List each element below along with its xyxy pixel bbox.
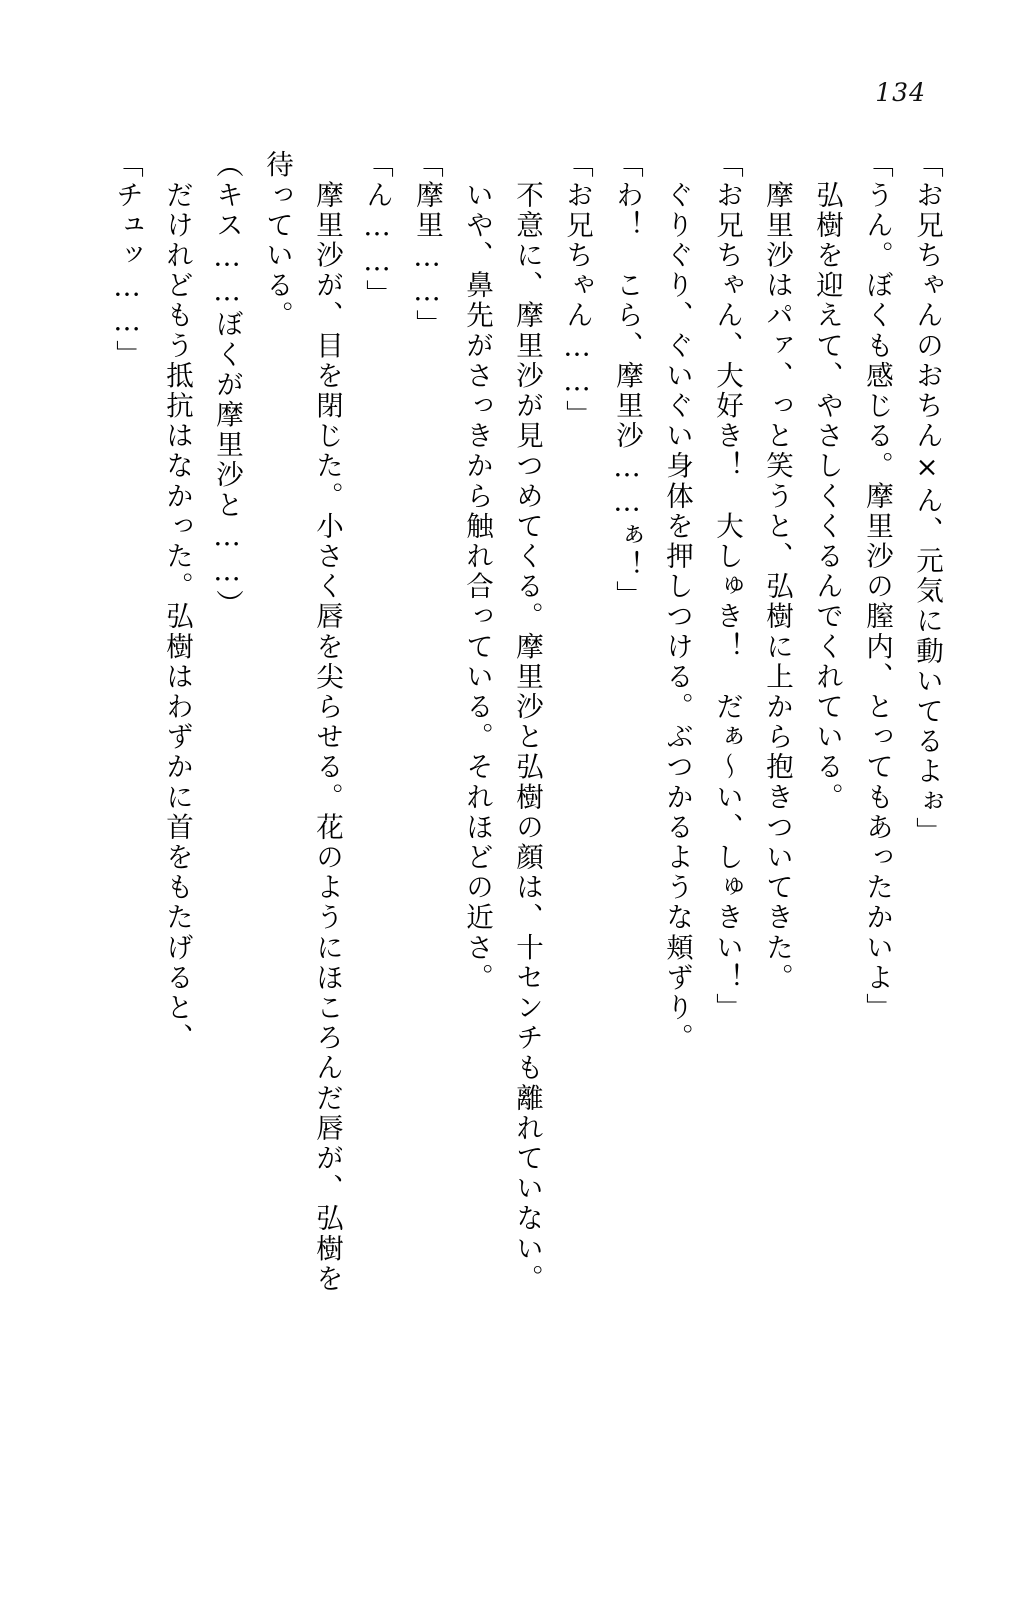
page-number: 134 [875, 78, 926, 107]
text-line: 摩里沙はパァ、っと笑うと、弘樹に上から抱きついてきた。 [761, 150, 793, 993]
text-line: 「お兄ちゃんのおちん×ん、元気に動いてるよぉ」 [911, 150, 943, 847]
text-line: だけれどもう抵抗はなかった。弘樹はわずかに首をもたげると、 [161, 150, 193, 1053]
text-line: 「チュッ……」 [111, 150, 143, 370]
text-line: 「お兄ちゃん……」 [561, 150, 593, 430]
text-line: 「うん。ぼくも感じる。摩里沙の膣内、とってもあったかいよ」 [861, 150, 893, 1023]
text-line: 待っている。 [261, 150, 293, 331]
text-line: いや、鼻先がさっきから触れ合っている。それほどの近さ。 [461, 150, 493, 993]
text-line: 不意に、摩里沙が見つめてくる。摩里沙と弘樹の顔は、十センチも離れていない。 [511, 150, 543, 1294]
text-line: 「お兄ちゃん、大好き！ 大しゅき！ だぁ～い、しゅきい！」 [711, 150, 743, 1023]
text-line: 「わ！ こら、摩里沙……ぁ！」 [611, 150, 643, 611]
vertical-body-text [60, 150, 943, 1540]
text-line: 「ん……」 [361, 150, 393, 310]
text-line: 摩里沙が、目を閉じた。小さく唇を尖らせる。花のようにほころんだ唇が、弘樹を [311, 150, 343, 1294]
text-line: 「摩里……」 [411, 150, 443, 340]
text-line: 弘樹を迎えて、やさしくくるんでくれている。 [811, 150, 843, 813]
text-line: （キス……ぼくが摩里沙と……） [211, 150, 243, 620]
text-line: ぐりぐり、ぐいぐい身体を押しつける。ぶつかるような頬ずり。 [661, 150, 693, 1053]
